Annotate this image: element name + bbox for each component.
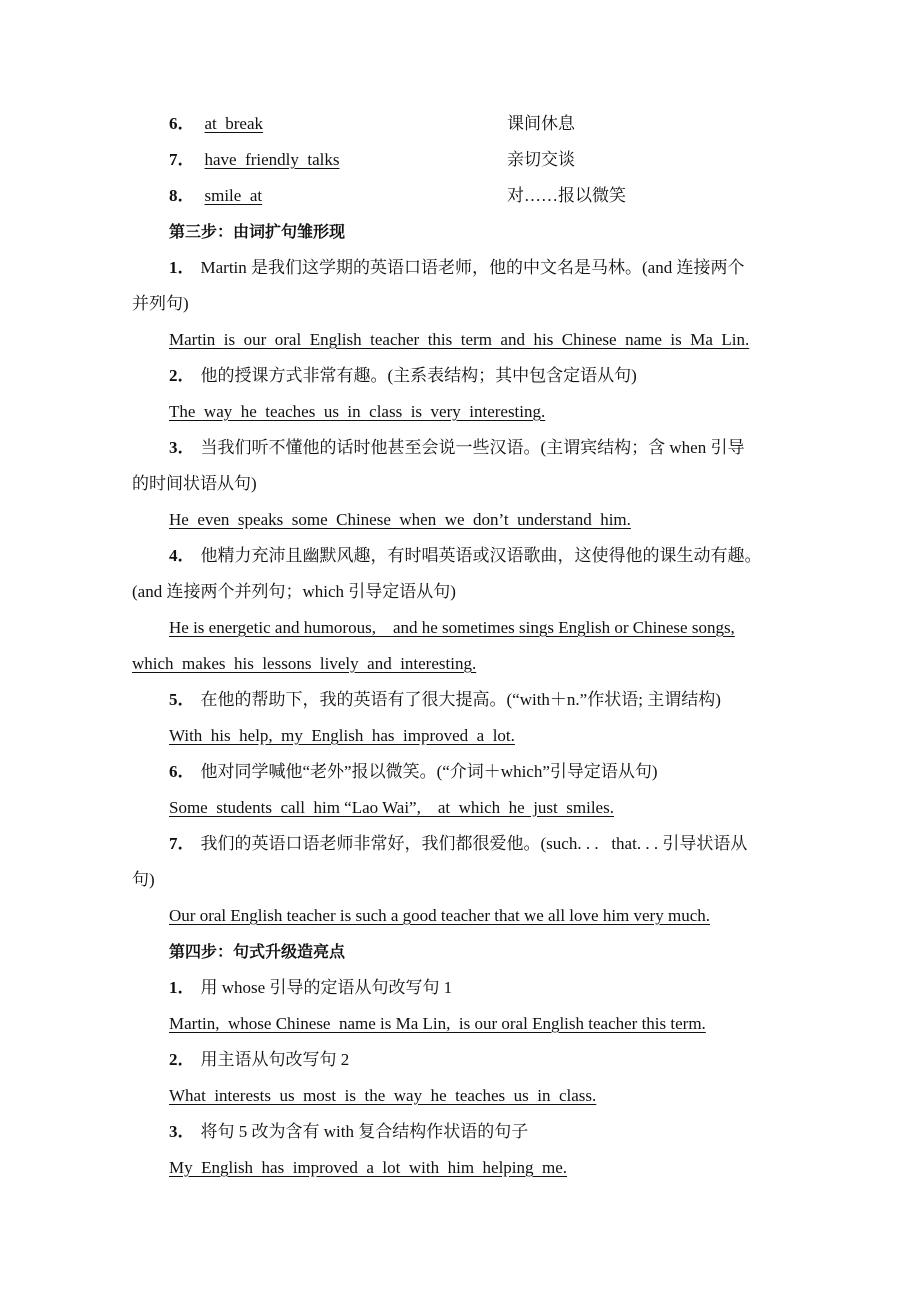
question-line: [169, 761, 792, 783]
step4-heading: 第四步：句式升级造亮点: [169, 942, 346, 961]
question-continuation: 并列句): [132, 294, 189, 313]
answer-text: He is energetic and humorous, and he sometimes sings English or Chinese songs,: [169, 618, 735, 637]
answer-line: [132, 653, 792, 675]
question-line: [169, 1049, 792, 1071]
phrase-item: [169, 185, 792, 207]
question-number: 2．: [169, 1050, 195, 1069]
phrase-answer: at break: [204, 114, 264, 133]
question-text: 用 whose 引导的定语从句改写句 1: [200, 978, 453, 997]
answer-line: [169, 797, 792, 819]
question-continuation: 句): [132, 870, 155, 889]
question-text: 当我们听不懂他的话时他甚至会说一些汉语。(主谓宾结构；含 when 引导: [200, 438, 745, 457]
answer-text: Some students call him “Lao Wai”, at which he just smiles.: [169, 798, 614, 817]
question-number: 4．: [169, 546, 195, 565]
question-text: 在他的帮助下，我的英语有了很大提高。(“with＋n.”作状语; 主谓结构): [200, 690, 721, 709]
question-text: 他的授课方式非常有趣。(主系表结构；其中包含定语从句): [200, 366, 637, 385]
question-text: Martin 是我们这学期的英语口语老师，他的中文名是马林。(and 连接两个: [200, 258, 745, 277]
phrase-meaning: 亲切交谈: [507, 150, 575, 169]
answer-line: [169, 329, 792, 351]
answer-text: With his help, my English has improved a lot.: [169, 726, 515, 745]
answer-text: The way he teaches us in class is very interesting.: [169, 402, 546, 421]
answer-line: [169, 1157, 792, 1179]
question-number: 5．: [169, 690, 195, 709]
question-line: [169, 257, 792, 279]
phrase-meaning: 课间休息: [507, 114, 575, 133]
phrase-item: [169, 113, 792, 135]
answer-text: Our oral English teacher is such a good teacher that we all love him very much.: [169, 906, 710, 925]
answer-line: [169, 509, 792, 531]
question-text: 我们的英语口语老师非常好，我们都很爱他。(such. . . that. . . 引导状语从: [200, 834, 748, 853]
phrase-item: [169, 149, 792, 171]
question-number: 7．: [169, 834, 195, 853]
answer-line: [169, 1013, 792, 1035]
phrase-number: 8．: [169, 186, 195, 205]
phrase-answer: smile at: [204, 186, 263, 205]
step3-heading: 第三步：由词扩句雏形现: [169, 222, 346, 241]
question-text: 用主语从句改写句 2: [200, 1050, 350, 1069]
question-continuation: (and 连接两个并列句；which 引导定语从句): [132, 582, 456, 601]
question-line: [169, 1121, 792, 1143]
question-number: 2．: [169, 366, 195, 385]
answer-line: [169, 401, 792, 423]
question-line: [169, 689, 792, 711]
answer-line: [169, 725, 792, 747]
answer-text: Martin, whose Chinese name is Ma Lin, is our oral English teacher this term.: [169, 1014, 706, 1033]
question-number: 1．: [169, 258, 195, 277]
phrase-answer: have friendly talks: [204, 150, 340, 169]
question-line: [169, 545, 792, 567]
answer-text: Martin is our oral English teacher this term and his Chinese name is Ma Lin.: [169, 330, 750, 349]
question-line: [169, 365, 792, 387]
phrase-number: 6．: [169, 114, 195, 133]
answer-line: [169, 617, 792, 639]
question-number: 3．: [169, 1122, 195, 1141]
answer-text: which makes his lessons lively and interesting.: [132, 654, 477, 673]
question-text: 他对同学喊他“老外”报以微笑。(“介词＋which”引导定语从句): [200, 762, 658, 781]
answer-text: He even speaks some Chinese when we don’t understand him.: [169, 510, 631, 529]
question-number: 3．: [169, 438, 195, 457]
phrase-number: 7．: [169, 150, 195, 169]
question-number: 6．: [169, 762, 195, 781]
answer-text: My English has improved a lot with him helping me.: [169, 1158, 568, 1177]
answer-line: [169, 1085, 792, 1107]
question-line: [169, 833, 792, 855]
question-number: 1．: [169, 978, 195, 997]
question-line: [169, 977, 792, 999]
question-text: 他精力充沛且幽默风趣，有时唱英语或汉语歌曲，这使得他的课生动有趣。: [200, 546, 762, 565]
phrase-meaning: 对……报以微笑: [507, 186, 626, 205]
answer-text: What interests us most is the way he teaches us in class.: [169, 1086, 597, 1105]
question-text: 将句 5 改为含有 with 复合结构作状语的句子: [200, 1122, 529, 1141]
question-line: [169, 437, 792, 459]
question-continuation: 的时间状语从句): [132, 474, 257, 493]
answer-line: [169, 905, 792, 927]
